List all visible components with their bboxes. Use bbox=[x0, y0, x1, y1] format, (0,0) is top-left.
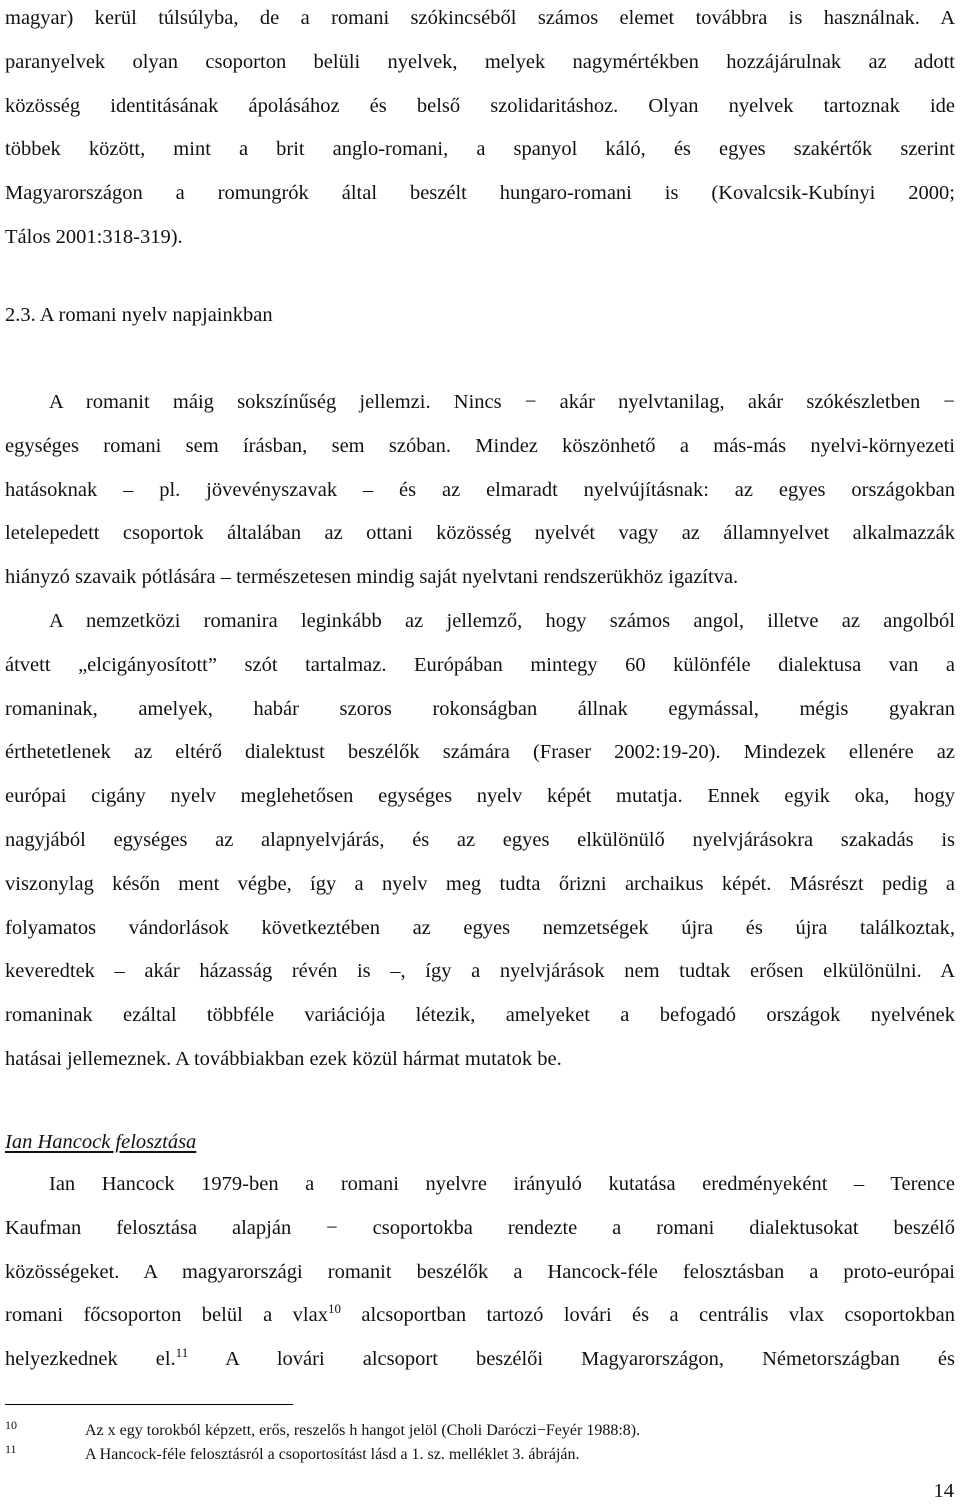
text-line-footnote-ref bbox=[5, 1294, 955, 1338]
text-fragment: helyezkednek el. bbox=[5, 1348, 176, 1371]
footnote-ref-10[interactable]: 10 bbox=[327, 1301, 341, 1317]
paragraph-hancock bbox=[5, 1163, 955, 1382]
text-line: magyar) kerül túlsúlyba, de a romani szókincséből számos elemet továbbra is használnak. A bbox=[5, 7, 955, 29]
text-line: egységes romani sem írásban, sem szóban. Mindez köszönhető a más-más nyelvi-környezeti bbox=[5, 434, 955, 457]
text-line: romaninak ezáltal többféle variációja létezik, amelyeket a befogadó országok nyelvének bbox=[5, 1004, 955, 1027]
text-line: többek között, mint a brit anglo-romani, a spanyol káló, és egyes szakértők szerint bbox=[5, 138, 955, 161]
footnote-number: 10 bbox=[5, 1418, 17, 1432]
footnote-text: A Hancock-féle felosztásról a csoportosítást lásd a 1. sz. melléklet 3. ábráján. bbox=[85, 1446, 580, 1463]
text-line: Tálos 2001:318-319). bbox=[5, 225, 183, 248]
paragraph-intro bbox=[5, 0, 955, 260]
footnote-text: Az x egy torokból képzett, erős, reszelős h hangot jelöl (Choli Daróczi−Feyér 1988:8). bbox=[85, 1422, 641, 1439]
page-number: 14 bbox=[933, 1480, 954, 1502]
text-line: letelepedett csoportok általában az ottani közösség nyelvét vagy az államnyelvet alkalmazzák bbox=[5, 522, 955, 545]
text-line: keveredtek – akár házasság révén is –, így a nyelvjárások nem tudtak erősen elkülönülni. A bbox=[5, 960, 955, 983]
text-line: A romanit máig sokszínűség jellemzi. Nincs − akár nyelvtanilag, akár szókészletben − bbox=[49, 391, 955, 413]
text-line: nagyjából egységes az alapnyelvjárás, és az egyes elkülönülő nyelvjárásokra szakadás is bbox=[5, 828, 955, 851]
section-heading: 2.3. A romani nyelv napjainkban bbox=[5, 304, 273, 326]
text-fragment: romani főcsoporton belül a vlax bbox=[5, 1304, 328, 1327]
text-line: hatásai jellemeznek. A továbbiakban ezek közül hármat mutatok be. bbox=[5, 1047, 562, 1070]
text-line: Magyarországon a romungrók által beszélt hungaro-romani is (Kovalcsik-Kubínyi 2000; bbox=[5, 182, 955, 205]
footnote-ref-11[interactable]: 11 bbox=[175, 1345, 189, 1361]
text-line: hatásoknak – pl. jövevényszavak – és az elmaradt nyelvújításnak: az egyes országokban bbox=[5, 478, 955, 501]
text-line: európai cigány nyelv meglehetősen egységes nyelv képét mutatja. Ennek egyik oka, hogy bbox=[5, 785, 955, 808]
text-line: érthetetlenek az eltérő dialektust beszélők számára (Fraser 2002:19-20). Mindezek ellenére az bbox=[5, 741, 955, 764]
text-line: Ian Hancock 1979-ben a romani nyelvre irányuló kutatása eredményeként – Terence bbox=[49, 1173, 955, 1195]
text-line: Kaufman felosztása alapján − csoportokba rendezte a romani dialektusokat beszélő bbox=[5, 1216, 955, 1239]
text-line: közösségeket. A magyarországi romanit beszélők a Hancock-féle felosztásban a proto-európai bbox=[5, 1260, 955, 1283]
paragraph-romani-today bbox=[5, 381, 955, 1082]
footnote-number: 11 bbox=[5, 1442, 17, 1456]
text-line: hiányzó szavaik pótlására – természetesen mindig saját nyelvtani rendszerükhöz igazítva. bbox=[5, 566, 739, 589]
text-line: közösség identitásának ápolásához és belső szolidaritáshoz. Olyan nyelvek tartoznak ide bbox=[5, 94, 955, 117]
text-line: viszonylag későn ment végbe, így a nyelv meg tudta őrizni archaikus képét. Másrészt pedig a bbox=[5, 872, 955, 895]
text-line: folyamatos vándorlások következtében az egyes nemzetségek újra és újra találkoztak, bbox=[5, 916, 955, 939]
text-fragment: A lovári alcsoport beszélői Magyarországon, Németországban és bbox=[188, 1348, 955, 1371]
text-fragment: alcsoportban tartozó lovári és a centrális vlax csoportokban bbox=[340, 1304, 955, 1327]
subheading-hancock: Ian Hancock felosztása bbox=[5, 1131, 197, 1153]
text-line-footnote-ref bbox=[5, 1338, 955, 1382]
text-line: romaninak, amelyek, habár szoros rokonságban állnak egymással, mégis gyakran bbox=[5, 697, 955, 720]
text-line: A nemzetközi romanira leginkább az jellemző, hogy számos angol, illetve az angolból bbox=[49, 609, 955, 632]
text-line: paranyelvek olyan csoporton belüli nyelvek, melyek nagymértékben hozzájárulnak az adott bbox=[5, 50, 955, 73]
text-line: átvett „elcigányosított” szót tartalmaz. Európában mintegy 60 különféle dialektusa van a bbox=[5, 653, 955, 676]
footnote-divider bbox=[5, 1404, 293, 1405]
